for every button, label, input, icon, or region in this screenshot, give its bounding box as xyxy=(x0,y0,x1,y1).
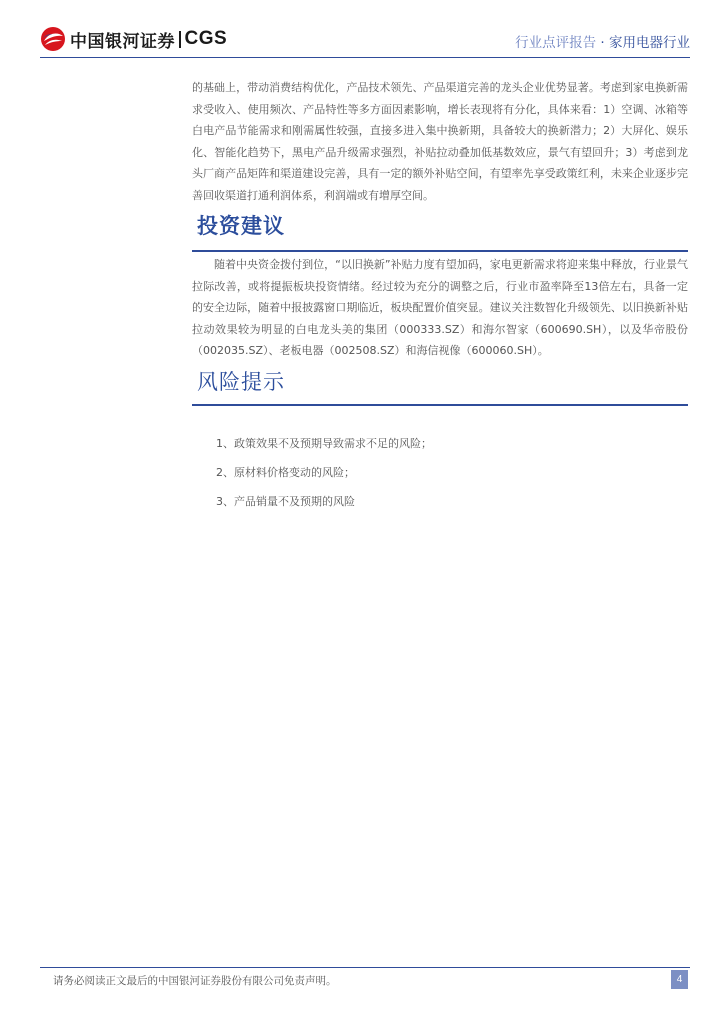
intro-paragraph: 的基础上，带动消费结构优化，产品技术领先、产品渠道完善的龙头企业优势显著。考虑到家电换新需求受收入、使用频次、产品特性等多方面因素影响，增长表现将有分化，具体来看：1）空调、冰箱等白电产品节能需求和刚需属性较强，直接多进入集中换新期，具备较大的换新潜力；2）大屏化、娱乐化、智能化趋势下，黑电产品升级需求强烈，补贴拉动叠加低基数效应，景气有望回升；3）考虑到龙头厂商产品矩阵和渠道建设完善，具有一定的额外补贴空间，有望率先享受政策红利，未来企业逐步完善回收渠道打通利润体系，利润端或有增厚空间。 xyxy=(192,81,688,202)
list-item: 2、原材料价格变动的风险； xyxy=(216,466,355,479)
header-rule xyxy=(40,57,690,58)
galaxy-logo-icon xyxy=(40,26,66,52)
logo-english-name: CGS xyxy=(184,28,228,49)
intro-section xyxy=(192,77,688,207)
section-rule-investment xyxy=(192,250,688,252)
logo-divider xyxy=(179,31,181,48)
footer-rule xyxy=(40,967,690,968)
header-separator: · xyxy=(596,35,609,51)
investment-paragraph: 随着中央资金拨付到位，“以旧换新”补贴力度有望加码，家电更新需求将迎来集中释放，行业景气拉际改善，或将提振板块投资情绪。经过较为充分的调整之后，行业市盈率降至13倍左右，具备一定的安全边际，随着中报披露窗口期临近，板块配置价值突显。建议关注数智化升级领先、以旧换新补贴拉动效果较为明显的白电龙头美的集团（000333.SZ）和海尔智家（600690.SH），以及华帝股份（002035.SZ）、老板电器（002508.SZ）和海信视像（600060.SH）。 xyxy=(192,258,688,358)
list-item: 1、政策效果不及预期导致需求不足的风险； xyxy=(216,437,432,450)
section-title-risk: 风险提示 xyxy=(197,370,285,394)
industry-name: 家用电器行业 xyxy=(609,35,690,51)
section-title-investment: 投资建议 xyxy=(197,213,285,238)
investment-section xyxy=(192,254,688,362)
report-type: 行业点评报告 xyxy=(515,35,597,51)
footer-disclaimer: 请务必阅读正文最后的中国银河证券股份有限公司免责声明。 xyxy=(53,975,337,987)
report-category xyxy=(515,31,690,51)
risk-list xyxy=(216,434,432,521)
cgs-logo xyxy=(40,26,227,52)
section-rule-risk xyxy=(192,404,688,406)
list-item: 3、产品销量不及预期的风险 xyxy=(216,495,355,508)
page-number: 4 xyxy=(671,970,688,989)
logo-chinese-name: 中国银河证券 xyxy=(70,31,175,52)
page-header xyxy=(0,0,724,62)
